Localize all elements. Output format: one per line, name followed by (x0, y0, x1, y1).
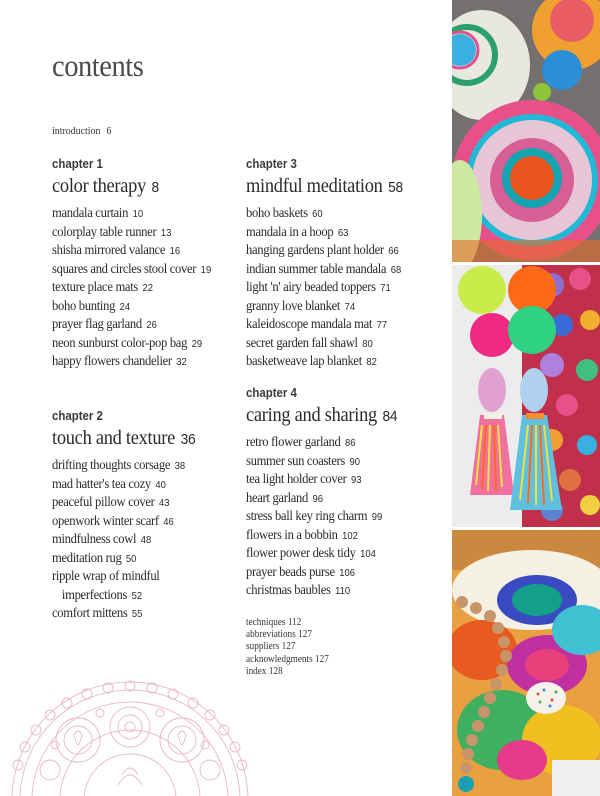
toc-item[interactable] (246, 545, 426, 564)
toc-item[interactable] (52, 513, 232, 532)
toc-item[interactable] (246, 508, 426, 527)
chapter-number: chapter 3 (246, 156, 297, 171)
pompom-tassels-photo (452, 265, 600, 527)
item-label: tea light holder cover (246, 472, 347, 487)
item-page: 13 (160, 226, 172, 239)
photo-column (452, 0, 600, 796)
toc-item[interactable] (246, 261, 426, 280)
chapter-3-section (246, 155, 446, 372)
item-page: 16 (169, 245, 181, 257)
backmatter-list (246, 617, 340, 678)
item-page: 40 (155, 478, 166, 491)
item-label: drifting thoughts corsage (52, 458, 171, 473)
item-label: boho bunting (52, 298, 116, 314)
page-title: contents (52, 48, 144, 83)
item-label: flowers in a bobbin (246, 527, 338, 543)
toc-item[interactable] (246, 224, 426, 243)
item-label: ripple wrap of mindful (52, 569, 160, 584)
item-page: 106 (339, 566, 356, 579)
chapter-number: chapter 4 (246, 385, 297, 400)
item-label: mindfulness cowl (52, 532, 137, 547)
chapter-page: 8 (151, 179, 159, 196)
item-page: 48 (140, 534, 152, 546)
item-page: 104 (360, 548, 376, 560)
chapter-title[interactable] (246, 173, 430, 201)
chapter-number: chapter 1 (52, 156, 103, 171)
item-label: shisha mirrored valance (52, 243, 166, 258)
toc-item[interactable] (246, 453, 426, 472)
toc-item[interactable] (246, 471, 426, 490)
chapter-1-section (52, 155, 252, 372)
toc-item[interactable] (246, 242, 426, 261)
item-page: 38 (174, 460, 186, 472)
introduction-entry[interactable] (52, 125, 111, 137)
toc-item[interactable] (246, 564, 426, 583)
item-label: mad hatter's tea cozy (52, 476, 151, 492)
chapter-items (52, 457, 252, 624)
toc-item[interactable] (246, 335, 426, 354)
item-page: 55 (131, 608, 143, 620)
item-label: flower power desk tidy (246, 546, 356, 561)
item-page: 60 (312, 208, 323, 220)
item-page: 74 (344, 300, 356, 313)
item-label: mandala in a hoop (246, 224, 334, 240)
item-page: 127 (315, 653, 329, 665)
toc-item[interactable] (52, 205, 232, 224)
toc-item[interactable] (52, 476, 232, 495)
backmatter-item[interactable] (246, 617, 329, 629)
chapter-page: 36 (180, 431, 196, 448)
toc-item[interactable] (246, 434, 426, 453)
item-label: comfort mittens (52, 606, 128, 621)
item-page: 86 (344, 437, 356, 449)
item-page: 26 (146, 319, 157, 331)
item-label: mandala curtain (52, 206, 129, 221)
item-page: 32 (176, 356, 187, 368)
toc-item[interactable] (52, 279, 232, 298)
toc-item[interactable] (246, 279, 426, 298)
introduction-page: 6 (106, 125, 112, 137)
item-page: 96 (312, 492, 324, 505)
chapter-4-section (246, 384, 446, 601)
toc-item[interactable] (52, 550, 232, 569)
item-page: 52 (131, 589, 143, 602)
item-label: light 'n' airy beaded toppers (246, 280, 376, 295)
toc-item[interactable] (246, 316, 426, 335)
item-label: stress ball key ring charm (246, 509, 368, 524)
item-page: 63 (337, 226, 349, 239)
item-page: 99 (371, 511, 383, 523)
backmatter-item[interactable] (246, 641, 329, 653)
item-page: 71 (380, 282, 391, 294)
toc-item[interactable] (52, 568, 232, 587)
toc-item[interactable] (52, 261, 232, 280)
item-label: basketweave lap blanket (246, 354, 362, 369)
item-page: 68 (390, 263, 402, 276)
chapter-number: chapter 2 (52, 408, 103, 423)
item-page: 110 (335, 585, 351, 597)
item-page: 82 (366, 356, 377, 368)
item-label: techniques (246, 617, 286, 628)
item-label: texture place mats (52, 280, 138, 295)
item-page: 77 (376, 319, 388, 331)
item-page: 10 (132, 208, 144, 220)
toc-item[interactable] (52, 242, 232, 261)
toc-item[interactable] (52, 224, 232, 243)
toc-item[interactable] (246, 582, 426, 601)
chapter-title[interactable] (52, 173, 236, 201)
item-label: hanging gardens plant holder (246, 243, 384, 258)
item-page: 29 (191, 337, 203, 350)
toc-item[interactable] (246, 205, 426, 224)
chapter-title-text: color therapy (52, 175, 146, 197)
toc-item[interactable] (52, 316, 232, 335)
item-page: 90 (349, 455, 361, 468)
item-label: retro flower garland (246, 435, 341, 450)
item-label: acknowledgments (246, 653, 313, 665)
item-label: neon sunburst color-pop bag (52, 335, 188, 351)
mandala-decoration-icon (10, 675, 250, 796)
toc-item[interactable] (52, 531, 232, 550)
item-label: index (246, 665, 267, 677)
item-page: 19 (200, 263, 212, 276)
item-label: openwork winter scarf (52, 513, 159, 529)
chapter-page: 58 (388, 179, 403, 196)
chapter-title-text: mindful meditation (246, 175, 383, 197)
prayer-beads-purse-photo (452, 530, 600, 796)
item-label: kaleidoscope mandala mat (246, 317, 373, 332)
item-label: abbreviations (246, 629, 296, 641)
item-label: peaceful pillow cover (52, 495, 155, 510)
toc-item[interactable] (52, 298, 232, 317)
backmatter-item[interactable] (246, 629, 329, 641)
toc-item[interactable] (246, 353, 426, 372)
toc-item-continuation[interactable] (52, 587, 232, 606)
item-label: meditation rug (52, 550, 122, 566)
crochet-baubles-photo (452, 0, 600, 262)
item-page: 127 (298, 629, 312, 641)
chapter-items (246, 205, 446, 372)
item-label: suppliers (246, 641, 280, 653)
chapter-title-text: touch and texture (52, 427, 176, 449)
chapter-2-section (52, 407, 252, 624)
item-page: 102 (342, 529, 358, 542)
item-label: summer sun coasters (246, 453, 345, 469)
item-label: prayer beads purse (246, 564, 335, 580)
chapter-title-text: caring and sharing (246, 404, 377, 426)
toc-item[interactable] (52, 494, 232, 513)
item-label: heart garland (246, 490, 309, 506)
item-page: 46 (163, 515, 174, 528)
item-page: 50 (125, 552, 137, 565)
chapter-title[interactable] (52, 425, 236, 453)
item-label: boho baskets (246, 206, 308, 221)
item-page: 128 (268, 665, 283, 677)
item-label: indian summer table mandala (246, 261, 387, 277)
backmatter-item[interactable] (246, 654, 329, 666)
item-page: 127 (281, 641, 296, 653)
toc-item[interactable] (52, 335, 232, 354)
item-label: granny love blanket (246, 298, 341, 314)
item-page: 24 (119, 300, 131, 313)
item-page: 112 (287, 617, 302, 628)
backmatter-item[interactable] (246, 666, 329, 678)
toc-item[interactable] (246, 490, 426, 509)
item-label: prayer flag garland (52, 317, 142, 332)
item-page: 93 (350, 474, 362, 486)
item-page: 80 (362, 337, 373, 350)
chapter-page: 84 (382, 408, 398, 425)
item-label: happy flowers chandelier (52, 354, 172, 369)
item-page: 43 (159, 497, 170, 509)
item-label: christmas baubles (246, 583, 331, 598)
toc-item[interactable] (246, 527, 426, 546)
toc-item[interactable] (52, 457, 232, 476)
chapter-items (52, 205, 252, 372)
item-page: 22 (142, 282, 154, 294)
toc-item[interactable] (246, 298, 426, 317)
chapter-items (246, 434, 446, 601)
toc-item[interactable] (52, 353, 232, 372)
item-label: colorplay table runner (52, 224, 157, 240)
item-page: 66 (388, 245, 399, 257)
chapter-title[interactable] (246, 402, 430, 430)
item-label: secret garden fall shawl (246, 335, 358, 351)
item-label: squares and circles stool cover (52, 261, 197, 277)
introduction-label: introduction (52, 125, 101, 137)
item-label-continued: imperfections (61, 587, 128, 603)
toc-item[interactable] (52, 605, 232, 624)
